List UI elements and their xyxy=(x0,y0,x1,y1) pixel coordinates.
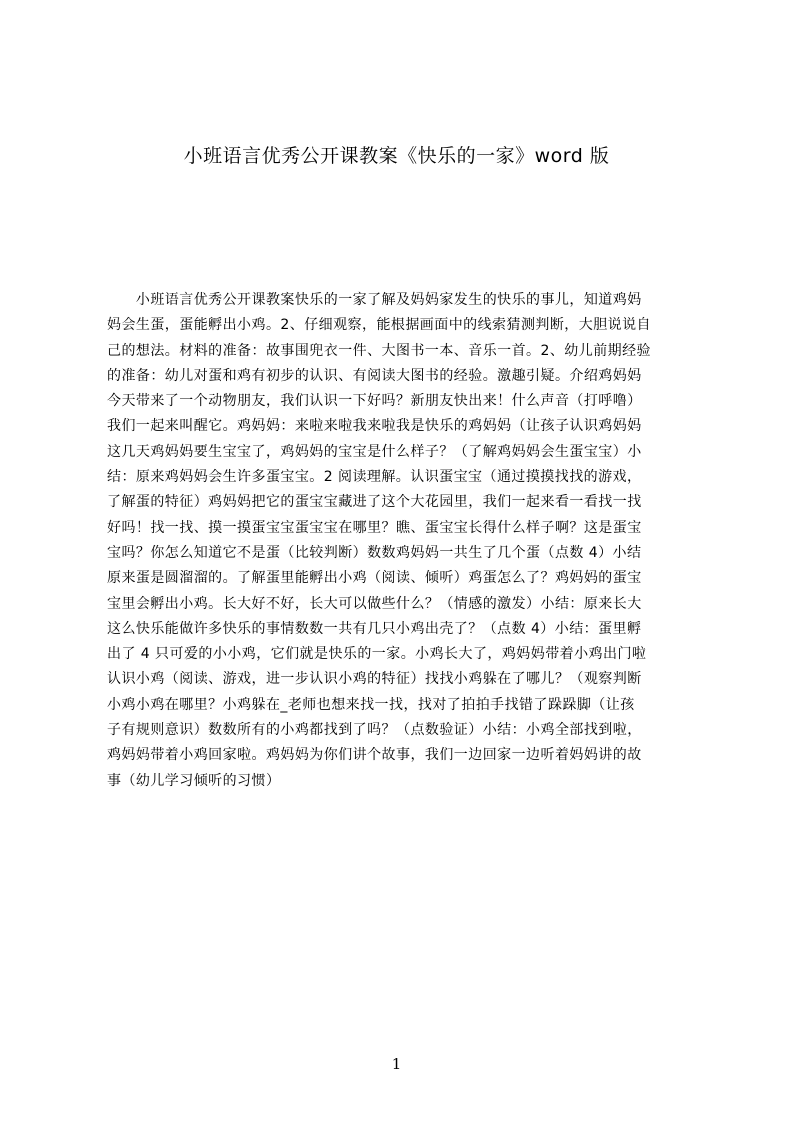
text-line: 今天带来了一个动物朋友，我们认识一下好吗？新朋友快出来！什么声音（打呼噜） xyxy=(107,393,642,410)
text-line: 宝吗？你怎么知道它不是蛋（比较判断）数数鸡妈妈一共生了几个蛋（点数 4）小结 xyxy=(107,544,642,561)
page-number: 1 xyxy=(391,1055,402,1073)
document-title: 小班语言优秀公开课教案《快乐的一家》word 版 xyxy=(183,145,610,167)
text-line: 出了 4 只可爱的小小鸡，它们就是快乐的一家。小鸡长大了，鸡妈妈带着小鸡出门啦 xyxy=(107,646,647,663)
text-line: 事（幼儿学习倾听的习惯） xyxy=(107,772,281,789)
body-paragraph xyxy=(107,288,697,828)
text-line: 这几天鸡妈妈要生宝宝了，鸡妈妈的宝宝是什么样子？（了解鸡妈妈会生蛋宝宝）小 xyxy=(107,443,642,460)
text-line: 原来蛋是圆溜溜的。了解蛋里能孵出小鸡（阅读、倾听）鸡蛋怎么了？鸡妈妈的蛋宝 xyxy=(107,570,642,587)
text-line: 我们一起来叫醒它。鸡妈妈：来啦来啦我来啦我是快乐的鸡妈妈（让孩子认识鸡妈妈 xyxy=(107,418,642,435)
text-line: 小班语言优秀公开课教案快乐的一家了解及妈妈家发生的快乐的事儿，知道鸡妈 xyxy=(107,292,642,308)
text-line: 己的想法。材料的准备：故事围兜衣一件、大图书一本、音乐一首。2、幼儿前期经验 xyxy=(107,342,652,359)
text-line: 结：原来鸡妈妈会生许多蛋宝宝。2 阅读理解。认识蛋宝宝（通过摸摸找找的游戏， xyxy=(107,469,642,486)
text-line: 认识小鸡（阅读、游戏，进一步认识小鸡的特征）找找小鸡躲在了哪儿？（观察判断 xyxy=(107,671,642,688)
text-line: 小鸡小鸡在哪里？小鸡躲在_老师也想来找一找，找对了拍拍手找错了跺跺脚（让孩 xyxy=(107,696,635,713)
text-line: 妈会生蛋，蛋能孵出小鸡。2、仔细观察，能根据画面中的线索猜测判断，大胆说说自 xyxy=(107,317,652,334)
text-line: 宝里会孵出小鸡。长大好不好，长大可以做些什么？（情感的激发）小结：原来长大 xyxy=(107,595,642,612)
text-line: 好吗！找一找、摸一摸蛋宝宝蛋宝宝在哪里？瞧、蛋宝宝长得什么样子啊？这是蛋宝 xyxy=(107,519,642,536)
text-line: 的准备：幼儿对蛋和鸡有初步的认识、有阅读大图书的经验。激趣引疑。介绍鸡妈妈 xyxy=(107,367,642,384)
text-line: 了解蛋的特征）鸡妈妈把它的蛋宝宝藏进了这个大花园里，我们一起来看一看找一找 xyxy=(107,494,642,511)
text-line: 子有规则意识）数数所有的小鸡都找到了吗？（点数验证）小结：小鸡全部找到啦， xyxy=(107,722,642,739)
text-line: 这么快乐能做许多快乐的事情数数一共有几只小鸡出壳了？（点数 4）小结：蛋里孵 xyxy=(107,620,642,637)
text-line: 鸡妈妈带着小鸡回家啦。鸡妈妈为你们讲个故事，我们一边回家一边听着妈妈讲的故 xyxy=(107,747,642,764)
